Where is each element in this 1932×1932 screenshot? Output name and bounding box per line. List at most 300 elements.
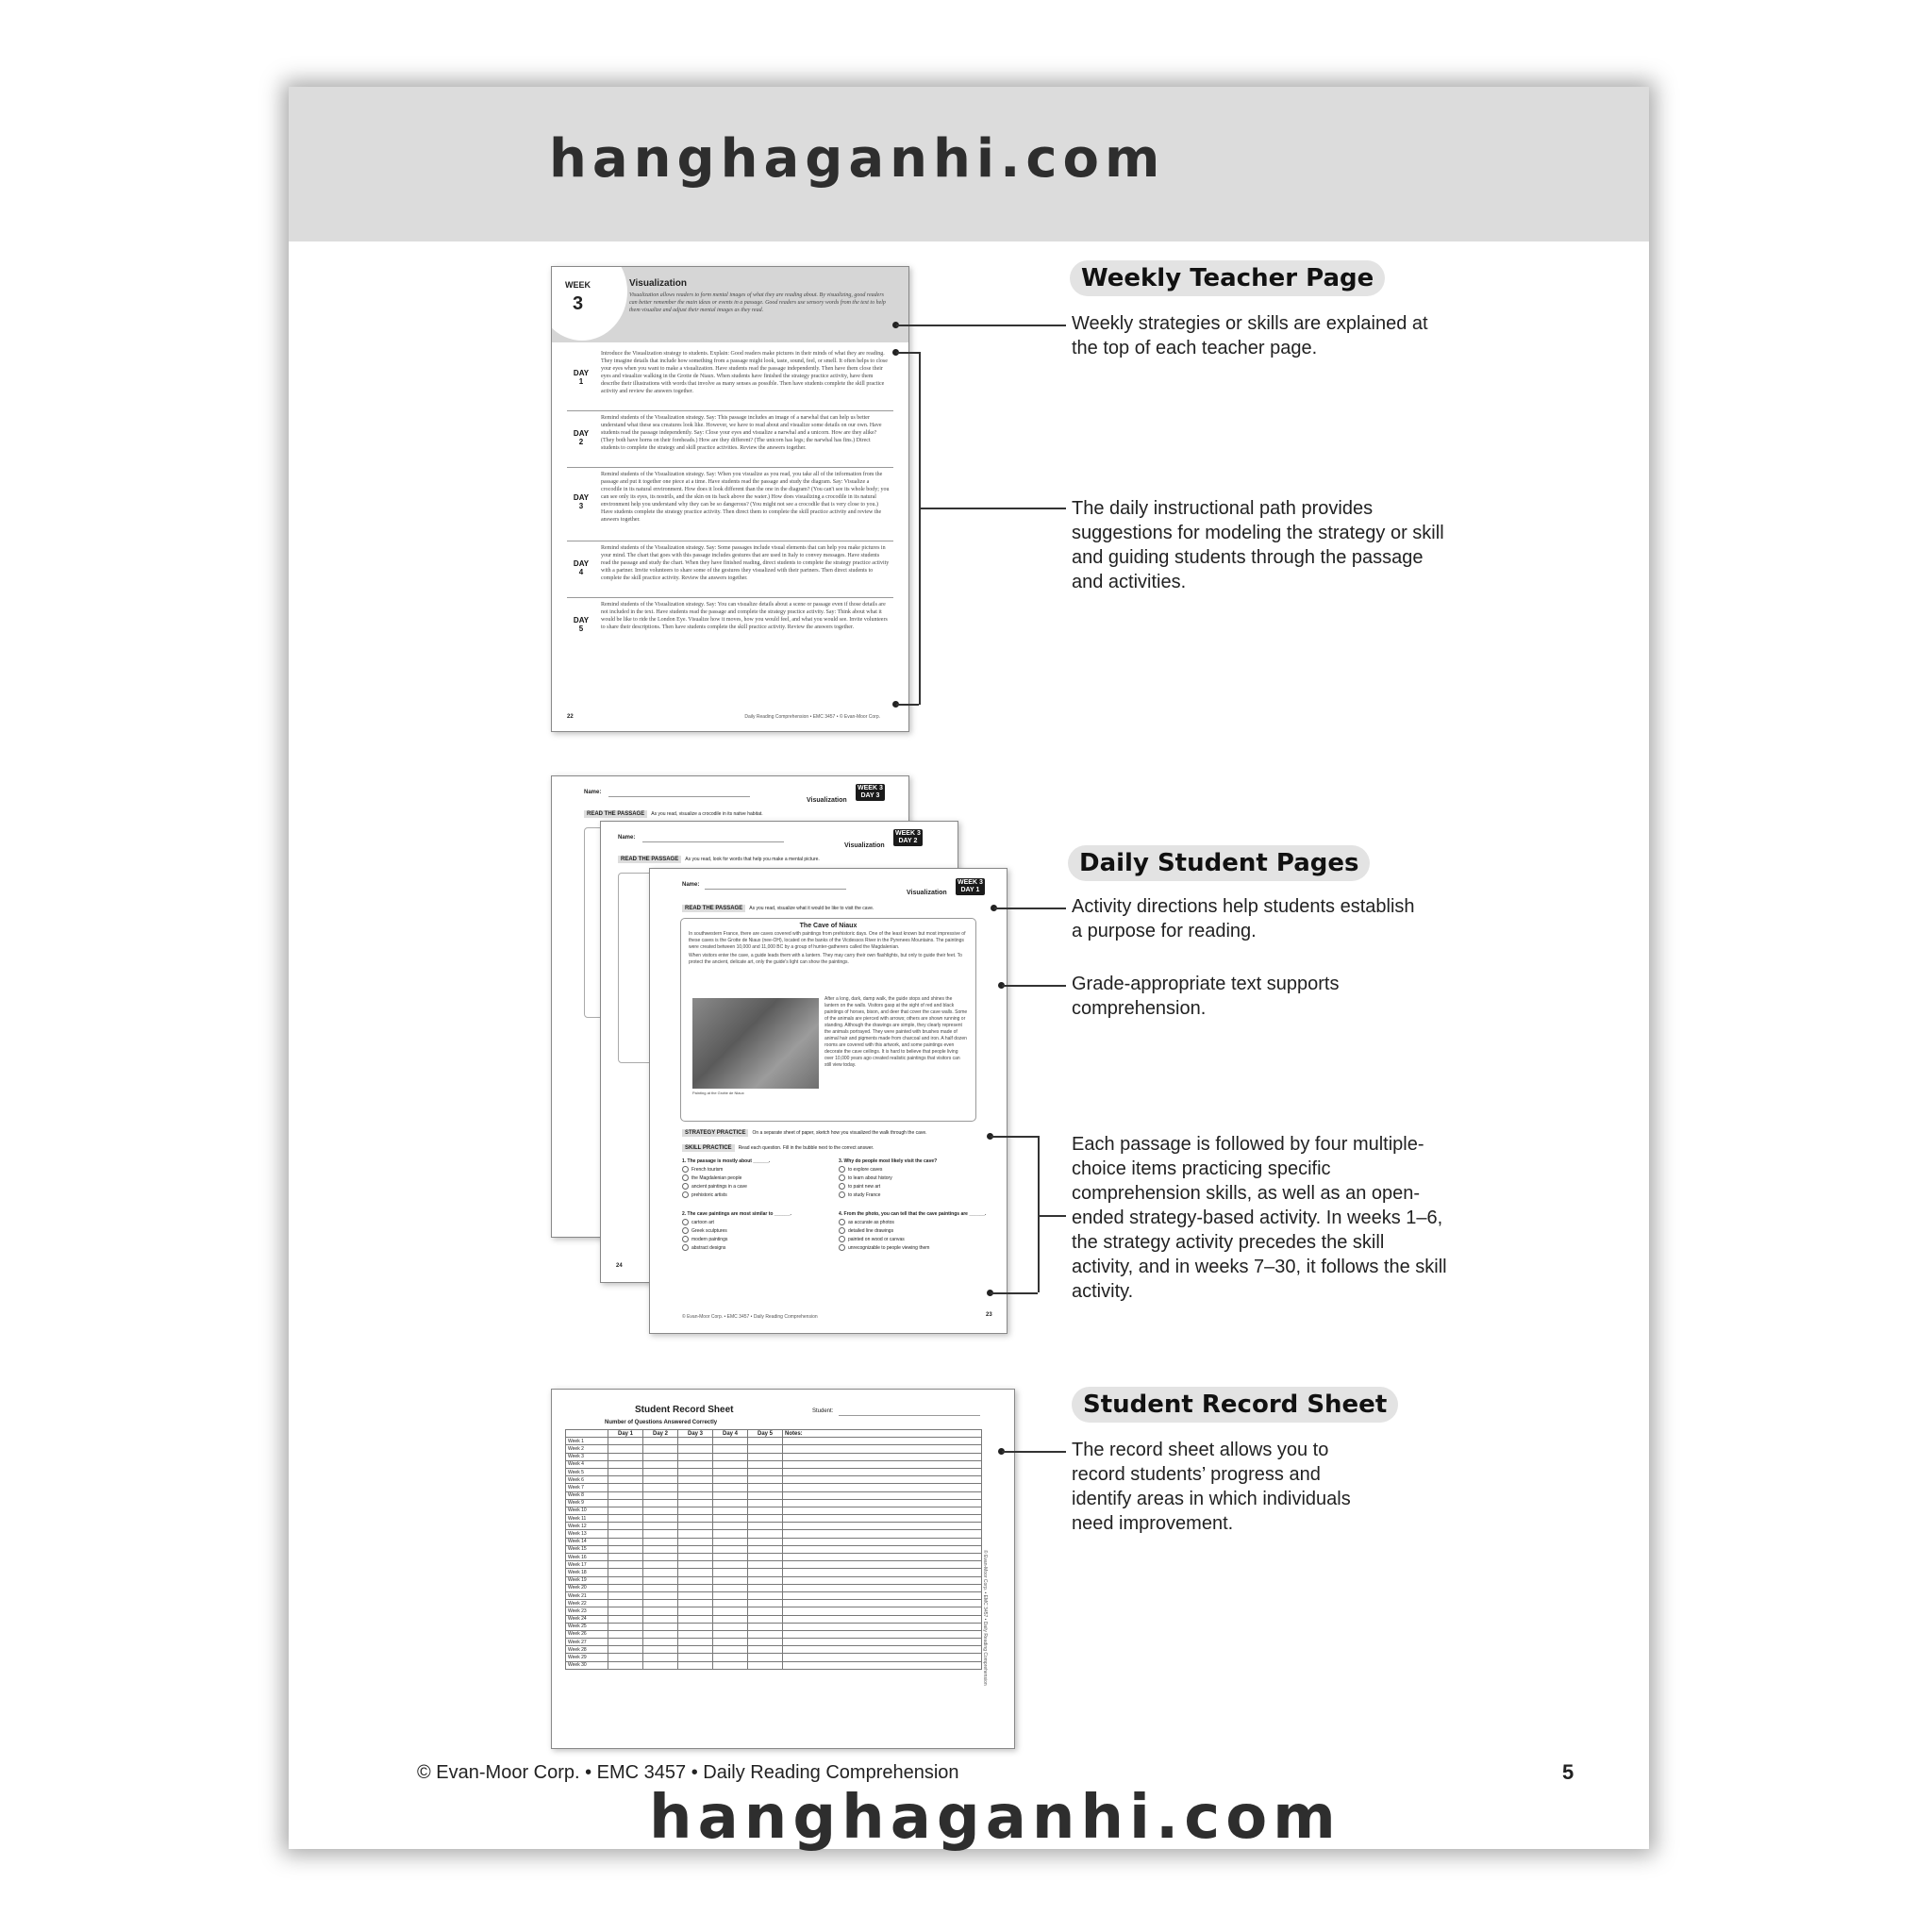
leader-line bbox=[896, 325, 1066, 326]
score-cell[interactable] bbox=[713, 1499, 748, 1507]
week-cell: Week 6 bbox=[566, 1476, 608, 1484]
score-cell[interactable] bbox=[643, 1554, 678, 1561]
score-cell[interactable] bbox=[713, 1445, 748, 1453]
score-cell[interactable] bbox=[608, 1468, 643, 1475]
score-cell[interactable] bbox=[643, 1530, 678, 1538]
score-cell[interactable] bbox=[608, 1615, 643, 1623]
answer-bubble[interactable] bbox=[682, 1236, 689, 1242]
score-cell[interactable] bbox=[748, 1491, 783, 1499]
notes-cell[interactable] bbox=[783, 1453, 982, 1460]
answer-option: French tourism bbox=[691, 1167, 724, 1173]
notes-cell[interactable] bbox=[783, 1576, 982, 1584]
score-cell[interactable] bbox=[643, 1623, 678, 1630]
score-cell[interactable] bbox=[608, 1484, 643, 1491]
question-3 bbox=[839, 1158, 990, 1200]
day-row-5 bbox=[567, 599, 893, 659]
table-row bbox=[566, 1445, 982, 1453]
answer-option: the Magdalenian people bbox=[691, 1175, 742, 1181]
score-cell[interactable] bbox=[748, 1615, 783, 1623]
answer-bubble[interactable] bbox=[839, 1183, 845, 1190]
score-cell[interactable] bbox=[608, 1607, 643, 1615]
score-cell[interactable] bbox=[608, 1523, 643, 1530]
day-row-2 bbox=[567, 412, 893, 468]
score-cell[interactable] bbox=[643, 1584, 678, 1591]
table-row bbox=[566, 1476, 982, 1484]
score-cell[interactable] bbox=[678, 1661, 713, 1669]
score-cell[interactable] bbox=[748, 1538, 783, 1545]
notes-cell[interactable] bbox=[783, 1569, 982, 1576]
score-cell[interactable] bbox=[713, 1476, 748, 1484]
score-cell[interactable] bbox=[643, 1468, 678, 1475]
week-tag: WEEK 3 bbox=[958, 879, 983, 886]
score-cell[interactable] bbox=[643, 1607, 678, 1615]
passage-box bbox=[680, 918, 976, 1122]
answer-bubble[interactable] bbox=[682, 1227, 689, 1234]
score-cell[interactable] bbox=[748, 1438, 783, 1445]
score-cell[interactable] bbox=[678, 1646, 713, 1654]
score-cell[interactable] bbox=[643, 1591, 678, 1599]
score-cell[interactable] bbox=[748, 1654, 783, 1661]
answer-option: detailed line drawings bbox=[848, 1228, 894, 1234]
answer-bubble[interactable] bbox=[682, 1183, 689, 1190]
day-number: 1 bbox=[578, 377, 584, 386]
score-cell[interactable] bbox=[608, 1623, 643, 1630]
strategy-intro: Visualization allows readers to form mental images of what they are reading about. By visualizing, good readers can better remember the main ideas or events in a passage. Good readers use sensory words from the text to help them visualize and adjust their mental images as they read. bbox=[629, 292, 886, 313]
notes-cell[interactable] bbox=[783, 1591, 982, 1599]
student-page-day1 bbox=[649, 868, 1008, 1334]
score-cell[interactable] bbox=[608, 1639, 643, 1646]
score-cell[interactable] bbox=[608, 1661, 643, 1669]
directions bbox=[584, 810, 763, 818]
score-cell[interactable] bbox=[748, 1499, 783, 1507]
score-cell[interactable] bbox=[643, 1661, 678, 1669]
score-cell[interactable] bbox=[748, 1445, 783, 1453]
week-cell: Week 26 bbox=[566, 1630, 608, 1638]
score-cell[interactable] bbox=[643, 1438, 678, 1445]
score-cell[interactable] bbox=[678, 1507, 713, 1514]
notes-cell[interactable] bbox=[783, 1491, 982, 1499]
notes-cell[interactable] bbox=[783, 1600, 982, 1607]
day-tag: DAY 2 bbox=[898, 838, 918, 844]
score-cell[interactable] bbox=[678, 1453, 713, 1460]
score-cell[interactable] bbox=[678, 1468, 713, 1475]
score-cell[interactable] bbox=[748, 1623, 783, 1630]
question-4 bbox=[839, 1210, 990, 1253]
score-cell[interactable] bbox=[748, 1545, 783, 1553]
watermark-bottom: hanghaganhi.com bbox=[649, 1783, 1341, 1853]
score-cell[interactable] bbox=[643, 1453, 678, 1460]
score-cell[interactable] bbox=[713, 1569, 748, 1576]
score-cell[interactable] bbox=[608, 1569, 643, 1576]
passage-paragraph-1: In southwestern France, there are caves covered with paintings from prehistoric days. One of the least known but most impressive of these caves is the Grotte de Niaux (nee-OH), located on the banks of the Vicdessos River in the Pyrenees Mountains. The paintings were created between 10,000 and 11,000 BC by a group of hunter-gatherers called the Magdalenian. bbox=[689, 931, 966, 950]
week-cell: Week 27 bbox=[566, 1639, 608, 1646]
score-cell[interactable] bbox=[643, 1445, 678, 1453]
score-cell[interactable] bbox=[678, 1600, 713, 1607]
notes-cell[interactable] bbox=[783, 1554, 982, 1561]
score-cell[interactable] bbox=[748, 1476, 783, 1484]
score-cell[interactable] bbox=[713, 1646, 748, 1654]
day-label: DAY bbox=[573, 559, 590, 568]
name-label: Name: bbox=[682, 882, 700, 888]
score-cell[interactable] bbox=[608, 1630, 643, 1638]
notes-cell[interactable] bbox=[783, 1460, 982, 1468]
score-cell[interactable] bbox=[608, 1515, 643, 1523]
notes-cell[interactable] bbox=[783, 1607, 982, 1615]
student-label: Student: bbox=[812, 1408, 834, 1414]
score-cell[interactable] bbox=[713, 1438, 748, 1445]
skill-practice bbox=[682, 1144, 874, 1152]
score-cell[interactable] bbox=[643, 1561, 678, 1569]
week-tag: WEEK 3 bbox=[858, 785, 883, 791]
week-cell: Week 1 bbox=[566, 1438, 608, 1445]
answer-bubble[interactable] bbox=[682, 1244, 689, 1251]
score-cell[interactable] bbox=[608, 1445, 643, 1453]
score-cell[interactable] bbox=[643, 1491, 678, 1499]
score-cell[interactable] bbox=[678, 1623, 713, 1630]
directions bbox=[618, 856, 820, 863]
table-row bbox=[566, 1639, 982, 1646]
notes-cell[interactable] bbox=[783, 1639, 982, 1646]
score-cell[interactable] bbox=[678, 1607, 713, 1615]
leader-line bbox=[1002, 1451, 1066, 1453]
leader-line bbox=[994, 908, 1066, 909]
notes-cell[interactable] bbox=[783, 1484, 982, 1491]
score-cell[interactable] bbox=[608, 1561, 643, 1569]
score-cell[interactable] bbox=[643, 1600, 678, 1607]
score-cell[interactable] bbox=[713, 1654, 748, 1661]
score-cell[interactable] bbox=[713, 1453, 748, 1460]
score-cell[interactable] bbox=[748, 1530, 783, 1538]
table-row bbox=[566, 1515, 982, 1523]
callout-desc-student-1: Activity directions help students establish a purpose for reading. bbox=[1072, 896, 1415, 941]
score-cell[interactable] bbox=[643, 1515, 678, 1523]
strategy-title: Visualization bbox=[629, 278, 687, 289]
answer-bubble[interactable] bbox=[839, 1236, 845, 1242]
table-row bbox=[566, 1523, 982, 1530]
score-cell[interactable] bbox=[748, 1661, 783, 1669]
answer-bubble[interactable] bbox=[839, 1166, 845, 1173]
score-cell[interactable] bbox=[678, 1445, 713, 1453]
score-cell[interactable] bbox=[608, 1438, 643, 1445]
notes-cell[interactable] bbox=[783, 1538, 982, 1545]
answer-bubble[interactable] bbox=[682, 1166, 689, 1173]
notes-cell[interactable] bbox=[783, 1615, 982, 1623]
table-row bbox=[566, 1600, 982, 1607]
score-cell[interactable] bbox=[608, 1460, 643, 1468]
score-cell[interactable] bbox=[608, 1584, 643, 1591]
notes-cell[interactable] bbox=[783, 1561, 982, 1569]
score-cell[interactable] bbox=[643, 1569, 678, 1576]
score-cell[interactable] bbox=[643, 1499, 678, 1507]
answer-option: painted on wood or canvas bbox=[848, 1237, 905, 1242]
score-cell[interactable] bbox=[748, 1523, 783, 1530]
table-header-row bbox=[566, 1430, 982, 1438]
question-2 bbox=[682, 1210, 833, 1253]
score-cell[interactable] bbox=[678, 1569, 713, 1576]
score-cell[interactable] bbox=[748, 1576, 783, 1584]
score-cell[interactable] bbox=[643, 1615, 678, 1623]
read-directions: As you read, visualize what it would be like to visit the cave. bbox=[749, 906, 874, 911]
table-row bbox=[566, 1554, 982, 1561]
score-cell[interactable] bbox=[748, 1630, 783, 1638]
score-cell[interactable] bbox=[678, 1554, 713, 1561]
record-sheet-side-footer: © Evan-Moor Corp. • EMC 3457 • Daily Reading Comprehension bbox=[982, 1550, 988, 1686]
score-cell[interactable] bbox=[608, 1491, 643, 1499]
score-cell[interactable] bbox=[643, 1523, 678, 1530]
score-cell[interactable] bbox=[608, 1646, 643, 1654]
score-cell[interactable] bbox=[608, 1576, 643, 1584]
score-cell[interactable] bbox=[643, 1545, 678, 1553]
score-cell[interactable] bbox=[678, 1476, 713, 1484]
notes-cell[interactable] bbox=[783, 1499, 982, 1507]
answer-option: to learn about history bbox=[848, 1175, 892, 1181]
week-cell: Week 11 bbox=[566, 1515, 608, 1523]
score-cell[interactable] bbox=[713, 1460, 748, 1468]
score-cell[interactable] bbox=[713, 1545, 748, 1553]
score-cell[interactable] bbox=[748, 1460, 783, 1468]
notes-cell[interactable] bbox=[783, 1530, 982, 1538]
day-row-1 bbox=[567, 348, 893, 411]
strategy-name: Visualization bbox=[807, 797, 847, 804]
score-cell[interactable] bbox=[748, 1646, 783, 1654]
strategy-name: Visualization bbox=[907, 890, 947, 896]
answer-option: to paint new art bbox=[848, 1184, 881, 1190]
week-cell: Week 19 bbox=[566, 1576, 608, 1584]
day-text: Introduce the Visualization strategy to students. Explain: Good readers make pictures in their minds of what they are reading. They imagine details that include how something from a passage might look, taste, sound, feel, or smell. It often helps to close your eyes when you want to make a visualization. Have students read the passage independently. Then have them close their eyes and visualize walking in the Grotte de Niaux. When students have finished the strategy practice activity, have them describe their illustrations with words that involve as many senses as possible. Then have students complete the skill practice activity and review the answers together. bbox=[601, 351, 888, 394]
score-cell[interactable] bbox=[748, 1584, 783, 1591]
day-tag: DAY 1 bbox=[960, 887, 980, 893]
score-cell[interactable] bbox=[713, 1515, 748, 1523]
table-row bbox=[566, 1646, 982, 1654]
score-cell[interactable] bbox=[713, 1491, 748, 1499]
strategy-name: Visualization bbox=[844, 842, 885, 849]
answer-bubble[interactable] bbox=[839, 1191, 845, 1198]
week-cell: Week 14 bbox=[566, 1538, 608, 1545]
read-label: READ THE PASSAGE bbox=[618, 856, 681, 863]
notes-cell[interactable] bbox=[783, 1438, 982, 1445]
week-cell: Week 29 bbox=[566, 1654, 608, 1661]
leader-line bbox=[1002, 985, 1066, 987]
answer-bubble[interactable] bbox=[682, 1219, 689, 1225]
week-cell: Week 7 bbox=[566, 1484, 608, 1491]
week-cell: Week 17 bbox=[566, 1561, 608, 1569]
leader-line bbox=[991, 1136, 1038, 1138]
document-page bbox=[289, 87, 1649, 1853]
notes-cell[interactable] bbox=[783, 1445, 982, 1453]
score-cell[interactable] bbox=[748, 1453, 783, 1460]
score-cell[interactable] bbox=[713, 1623, 748, 1630]
score-cell[interactable] bbox=[748, 1515, 783, 1523]
score-cell[interactable] bbox=[643, 1538, 678, 1545]
notes-cell[interactable] bbox=[783, 1523, 982, 1530]
week-number: 3 bbox=[573, 293, 584, 314]
score-cell[interactable] bbox=[678, 1654, 713, 1661]
score-cell[interactable] bbox=[713, 1615, 748, 1623]
day-label: DAY bbox=[573, 429, 590, 438]
week-cell: Week 8 bbox=[566, 1491, 608, 1499]
record-sheet-subtitle: Number of Questions Answered Correctly bbox=[605, 1420, 718, 1425]
answer-option: abstract designs bbox=[691, 1245, 726, 1251]
score-cell[interactable] bbox=[678, 1639, 713, 1646]
notes-cell[interactable] bbox=[783, 1476, 982, 1484]
score-cell[interactable] bbox=[713, 1538, 748, 1545]
score-cell[interactable] bbox=[608, 1600, 643, 1607]
score-cell[interactable] bbox=[678, 1499, 713, 1507]
score-cell[interactable] bbox=[748, 1554, 783, 1561]
score-cell[interactable] bbox=[678, 1584, 713, 1591]
week-cell: Week 28 bbox=[566, 1646, 608, 1654]
score-cell[interactable] bbox=[608, 1591, 643, 1599]
score-cell[interactable] bbox=[713, 1554, 748, 1561]
score-cell[interactable] bbox=[748, 1591, 783, 1599]
score-cell[interactable] bbox=[678, 1591, 713, 1599]
notes-cell[interactable] bbox=[783, 1468, 982, 1475]
score-cell[interactable] bbox=[608, 1654, 643, 1661]
table-row bbox=[566, 1561, 982, 1569]
score-cell[interactable] bbox=[678, 1530, 713, 1538]
answer-bubble[interactable] bbox=[682, 1174, 689, 1181]
score-cell[interactable] bbox=[748, 1607, 783, 1615]
score-cell[interactable] bbox=[748, 1600, 783, 1607]
score-cell[interactable] bbox=[643, 1654, 678, 1661]
score-cell[interactable] bbox=[643, 1630, 678, 1638]
score-cell[interactable] bbox=[643, 1576, 678, 1584]
record-sheet-title: Student Record Sheet bbox=[635, 1405, 734, 1415]
week-circle bbox=[551, 266, 627, 341]
read-directions: As you read, visualize a crocodile in its native habitat. bbox=[651, 811, 763, 817]
score-cell[interactable] bbox=[713, 1561, 748, 1569]
notes-cell[interactable] bbox=[783, 1661, 982, 1669]
day-number: 5 bbox=[578, 625, 584, 633]
score-cell[interactable] bbox=[678, 1538, 713, 1545]
score-cell[interactable] bbox=[713, 1607, 748, 1615]
strategy-label: STRATEGY PRACTICE bbox=[682, 1129, 748, 1137]
column-header: Day 2 bbox=[643, 1430, 678, 1438]
week-cell: Week 20 bbox=[566, 1584, 608, 1591]
score-cell[interactable] bbox=[643, 1476, 678, 1484]
score-cell[interactable] bbox=[713, 1639, 748, 1646]
score-cell[interactable] bbox=[678, 1438, 713, 1445]
table-row bbox=[566, 1615, 982, 1623]
score-cell[interactable] bbox=[748, 1561, 783, 1569]
score-cell[interactable] bbox=[678, 1484, 713, 1491]
table-row bbox=[566, 1576, 982, 1584]
score-cell[interactable] bbox=[678, 1515, 713, 1523]
score-cell[interactable] bbox=[678, 1576, 713, 1584]
question-text: 2. The cave paintings are most similar to ______. bbox=[682, 1211, 791, 1217]
score-cell[interactable] bbox=[713, 1507, 748, 1514]
score-cell[interactable] bbox=[608, 1538, 643, 1545]
score-cell[interactable] bbox=[678, 1615, 713, 1623]
answer-option: to study France bbox=[848, 1192, 881, 1198]
column-header: Day 1 bbox=[608, 1430, 643, 1438]
notes-cell[interactable] bbox=[783, 1654, 982, 1661]
week-cell: Week 15 bbox=[566, 1545, 608, 1553]
score-cell[interactable] bbox=[643, 1646, 678, 1654]
notes-cell[interactable] bbox=[783, 1545, 982, 1553]
score-cell[interactable] bbox=[678, 1561, 713, 1569]
score-cell[interactable] bbox=[608, 1476, 643, 1484]
score-cell[interactable] bbox=[748, 1569, 783, 1576]
score-cell[interactable] bbox=[713, 1523, 748, 1530]
score-cell[interactable] bbox=[643, 1639, 678, 1646]
notes-cell[interactable] bbox=[783, 1630, 982, 1638]
score-cell[interactable] bbox=[713, 1468, 748, 1475]
table-row bbox=[566, 1460, 982, 1468]
table-row bbox=[566, 1591, 982, 1599]
score-cell[interactable] bbox=[748, 1484, 783, 1491]
table-row bbox=[566, 1607, 982, 1615]
notes-cell[interactable] bbox=[783, 1507, 982, 1514]
score-cell[interactable] bbox=[713, 1591, 748, 1599]
answer-bubble[interactable] bbox=[839, 1227, 845, 1234]
score-cell[interactable] bbox=[713, 1661, 748, 1669]
week-cell: Week 25 bbox=[566, 1623, 608, 1630]
score-cell[interactable] bbox=[608, 1507, 643, 1514]
score-cell[interactable] bbox=[713, 1576, 748, 1584]
score-cell[interactable] bbox=[678, 1460, 713, 1468]
week-cell: Week 22 bbox=[566, 1600, 608, 1607]
score-cell[interactable] bbox=[608, 1499, 643, 1507]
callout-desc-record: The record sheet allows you to record students’ progress and identify areas in which individuals need improvement. bbox=[1072, 1440, 1351, 1534]
notes-cell[interactable] bbox=[783, 1646, 982, 1654]
score-cell[interactable] bbox=[678, 1545, 713, 1553]
week-tag: WEEK 3 bbox=[895, 830, 921, 837]
day-text: Remind students of the Visualization strategy. Say: Some passages include visual elements that can help you make pictures in your mind. The chart that goes with this passage includes gestures that are used in Italy to convey messages. Have students read the passage and study the chart. When they have finished reading, direct students to complete the strategy practice activity with a partner. Invite volunteers to share some of the gestures they visualized with their partners. Then direct students to complete the skill practice activity. Review the answers together. bbox=[601, 545, 890, 581]
table-row bbox=[566, 1538, 982, 1545]
score-cell[interactable] bbox=[608, 1554, 643, 1561]
score-cell[interactable] bbox=[643, 1460, 678, 1468]
week-cell: Week 23 bbox=[566, 1607, 608, 1615]
score-cell[interactable] bbox=[608, 1530, 643, 1538]
week-cell: Week 30 bbox=[566, 1661, 608, 1669]
question-text: 1. The passage is mostly about ______. bbox=[682, 1158, 771, 1164]
answer-bubble[interactable] bbox=[682, 1191, 689, 1198]
week-cell: Week 12 bbox=[566, 1523, 608, 1530]
score-cell[interactable] bbox=[748, 1468, 783, 1475]
read-label: READ THE PASSAGE bbox=[584, 810, 647, 818]
score-cell[interactable] bbox=[608, 1545, 643, 1553]
table-row bbox=[566, 1499, 982, 1507]
score-cell[interactable] bbox=[713, 1630, 748, 1638]
notes-cell[interactable] bbox=[783, 1623, 982, 1630]
week-cell: Week 9 bbox=[566, 1499, 608, 1507]
week-cell: Week 4 bbox=[566, 1460, 608, 1468]
table-row bbox=[566, 1453, 982, 1460]
score-cell[interactable] bbox=[678, 1491, 713, 1499]
answer-option: Greek sculptures bbox=[691, 1228, 727, 1234]
score-cell[interactable] bbox=[713, 1484, 748, 1491]
answer-bubble[interactable] bbox=[839, 1174, 845, 1181]
score-cell[interactable] bbox=[678, 1630, 713, 1638]
score-cell[interactable] bbox=[643, 1507, 678, 1514]
score-cell[interactable] bbox=[643, 1484, 678, 1491]
score-cell[interactable] bbox=[678, 1523, 713, 1530]
score-cell[interactable] bbox=[608, 1453, 643, 1460]
score-cell[interactable] bbox=[748, 1639, 783, 1646]
notes-cell[interactable] bbox=[783, 1515, 982, 1523]
score-cell[interactable] bbox=[748, 1507, 783, 1514]
teacher-page-number: 22 bbox=[567, 714, 574, 720]
notes-cell[interactable] bbox=[783, 1584, 982, 1591]
score-cell[interactable] bbox=[713, 1584, 748, 1591]
column-header: Day 4 bbox=[713, 1430, 748, 1438]
score-cell[interactable] bbox=[713, 1530, 748, 1538]
answer-bubble[interactable] bbox=[839, 1219, 845, 1225]
table-row bbox=[566, 1623, 982, 1630]
answer-bubble[interactable] bbox=[839, 1244, 845, 1251]
score-cell[interactable] bbox=[713, 1600, 748, 1607]
